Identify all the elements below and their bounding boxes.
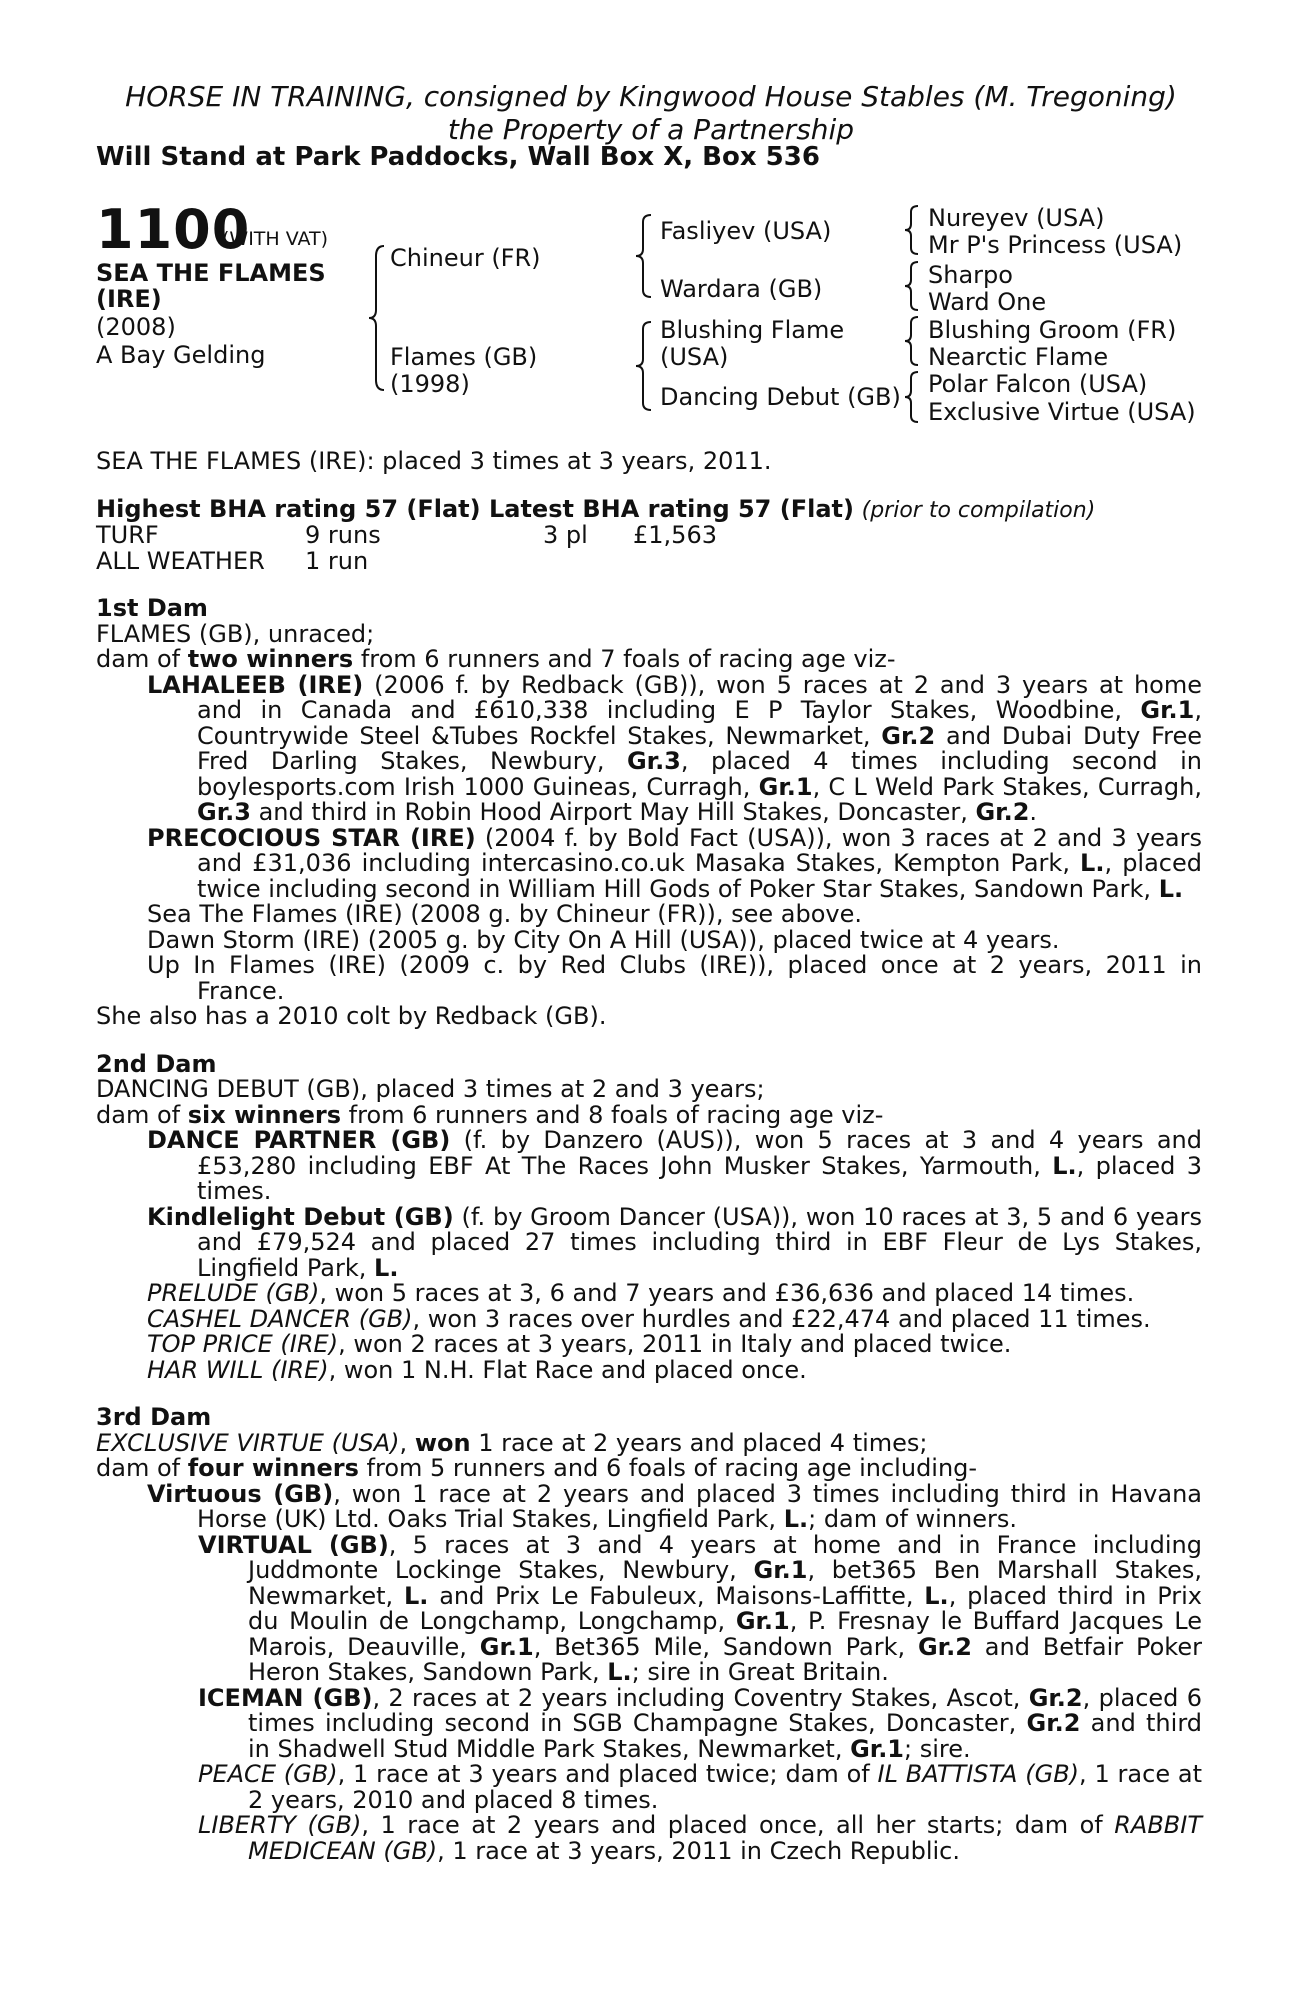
- third-dam-heading: 3rd Dam: [96, 1403, 212, 1431]
- sire-sire-sire: Nureyev (USA): [928, 204, 1105, 232]
- stabling-line: Will Stand at Park Paddocks, Wall Box X, Box 536: [96, 142, 820, 172]
- produce-entry: VIRTUAL (GB), 5 races at 3 and 4 years at home and in France including Juddmonte Lockinge Stakes, Newbury, Gr.1, bet365 Ben Marshall Stakes, Newmarket, L. and Prix Le Fabuleux, Maisons-Laffitte, L., placed third in Prix du Moulin de Longchamp, Longchamp, Gr.1, P. Fresnay le Buffard Jacques Le Marois, Deauville, Gr.1, Bet365 Mile, Sandown Park, Gr.2 and Betfair Poker Heron Stakes, Sandown Park, L.; sire in Great Britain.: [198, 1530, 1202, 1686]
- produce-entry: PRELUDE (GB), won 5 races at 3, 6 and 7 years and £36,636 and placed 14 times.: [147, 1279, 1135, 1307]
- record-placed: 3 pl: [543, 521, 588, 549]
- record-surface: ALL WEATHER: [96, 546, 265, 575]
- record-row: [96, 523, 1202, 549]
- dam-sire-country: (USA): [660, 343, 729, 371]
- pedigree-brace-main: [367, 244, 387, 392]
- produce-entry: Up In Flames (IRE) (2009 c. by Red Clubs (IRE)), placed once at 2 years, 2011 in France.: [147, 951, 1202, 1005]
- dam-dam: Dancing Debut (GB): [660, 383, 901, 411]
- dam-dam-dam: Exclusive Virtue (USA): [928, 398, 1196, 426]
- dam-sire: Blushing Flame: [660, 316, 845, 344]
- sire-dam-sire: Sharpo: [928, 261, 1013, 289]
- pedigree-brace-2: [903, 260, 921, 312]
- produce-entry: ICEMAN (GB), 2 races at 2 years including Coventry Stakes, Ascot, Gr.2, placed 6 times including second in SGB Champagne Stakes, Doncaster, Gr.2 and third in Shadwell Stud Middle Park Stakes, Newmarket, Gr.1; sire.: [198, 1683, 1202, 1763]
- record-runs: 1 run: [305, 546, 369, 575]
- produce-entry: Dawn Storm (IRE) (2005 g. by City On A Hill (USA)), placed twice at 4 years.: [147, 925, 1060, 954]
- second-dam-line: DANCING DEBUT (GB), placed 3 times at 2 and 3 years;: [96, 1075, 765, 1103]
- horse-description: A Bay Gelding: [96, 341, 266, 369]
- record-row: [96, 546, 1202, 575]
- ownership-line: the Property of a Partnership: [447, 113, 855, 146]
- horse-name: SEA THE FLAMES: [96, 259, 326, 287]
- dam-sire-sire: Blushing Groom (FR): [928, 316, 1177, 344]
- lot-number: 1100: [96, 198, 251, 261]
- produce-entry: PRECOCIOUS STAR (IRE) (2004 f. by Bold Fact (USA)), won 3 races at 2 and 3 years and £31,036 including intercasino.co.uk Masaka Stakes, Kempton Park, L., placed twice including second in William Hill Gods of Poker Star Stakes, Sandown Park, L.: [147, 823, 1202, 903]
- produce-entry: Virtuous (GB), won 1 race at 2 years and placed 3 times including third in Havana Horse (UK) Ltd. Oaks Trial Stakes, Lingfield Park, L.; dam of winners.: [147, 1479, 1202, 1533]
- rating-text: Highest BHA rating 57 (Flat) Latest BHA rating 57 (Flat): [96, 494, 854, 523]
- sire-dam: Wardara (GB): [660, 275, 823, 303]
- pedigree-brace-4: [903, 370, 921, 424]
- produce-entry: LAHALEEB (IRE) (2006 f. by Redback (GB)), won 5 races at 2 and 3 years at home and in Canada and £610,338 including E P Taylor Stakes, Woodbine, Gr.1, Countrywide Steel &Tubes Rockfel Stakes, Newmarket, Gr.2 and Dubai Duty Free Fred Darling Stakes, Newbury, Gr.3, placed 4 times including second in boylesports.com Irish 1000 Guineas, Curragh, Gr.1, C L Weld Park Stakes, Curragh, Gr.3 and third in Robin Hood Airport May Hill Stakes, Doncaster, Gr.2.: [147, 670, 1203, 826]
- consignor-line: HORSE IN TRAINING, consigned by Kingwood House Stables (M. Tregoning): [125, 80, 1177, 113]
- first-dam-produce-intro: dam of two winners from 6 runners and 7 foals of racing age viz-: [96, 645, 896, 673]
- record-prize: £1,563: [633, 521, 717, 549]
- vat-note: (WITH VAT): [222, 228, 329, 250]
- pedigree-brace-dam: [634, 320, 654, 412]
- pedigree-brace-3: [903, 315, 921, 367]
- produce-entry: LIBERTY (GB), 1 race at 2 years and placed once, all her starts; dam of RABBIT MEDICEAN (GB), 1 race at 3 years, 2011 in Czech Republic.: [198, 1811, 1202, 1865]
- produce-entry: HAR WILL (IRE), won 1 N.H. Flat Race and placed once.: [147, 1355, 807, 1384]
- second-dam-heading: 2nd Dam: [96, 1049, 217, 1078]
- horse-name-suffix: (IRE): [96, 285, 162, 313]
- first-dam-foal-note: She also has a 2010 colt by Redback (GB).: [96, 1002, 607, 1030]
- produce-entry: PEACE (GB), 1 race at 3 years and placed twice; dam of IL BATTISTA (GB), 1 race at 2 years, 2010 and placed 8 times.: [198, 1760, 1203, 1814]
- produce-entry: TOP PRICE (IRE), won 2 races at 3 years, 2011 in Italy and placed twice.: [147, 1330, 1012, 1358]
- record-runs: 9 runs: [305, 521, 381, 549]
- catalogue-body: [96, 449, 1202, 1864]
- dam-sire-dam: Nearctic Flame: [928, 343, 1109, 371]
- third-dam-produce-intro: dam of four winners from 5 runners and 6 foals of racing age including-: [96, 1454, 978, 1482]
- sire-dam-dam: Ward One: [928, 288, 1047, 316]
- produce-entry: Kindlelight Debut (GB) (f. by Groom Dancer (USA)), won 10 races at 3, 5 and 6 years and £79,524 and placed 27 times including third in EBF Fleur de Lys Stakes, Lingfield Park, L.: [147, 1202, 1202, 1282]
- rating-note: (prior to compilation): [861, 497, 1096, 523]
- race-summary: SEA THE FLAMES (IRE): placed 3 times at 3 years, 2011.: [96, 447, 772, 475]
- dam-year: (1998): [390, 370, 470, 398]
- first-dam-line: FLAMES (GB), unraced;: [96, 619, 375, 648]
- first-dam-heading: 1st Dam: [96, 594, 208, 622]
- dam-dam-sire: Polar Falcon (USA): [928, 370, 1148, 398]
- second-dam-produce-intro: dam of six winners from 6 runners and 8 foals of racing age viz-: [96, 1100, 884, 1129]
- pedigree-brace-sire: [634, 213, 654, 299]
- dam: Flames (GB): [390, 343, 538, 371]
- produce-entry: CASHEL DANCER (GB), won 3 races over hurdles and £22,474 and placed 11 times.: [147, 1304, 1151, 1333]
- pedigree-brace-1: [903, 204, 921, 256]
- foaling-year: (2008): [96, 313, 176, 341]
- record-surface: TURF: [96, 521, 159, 549]
- sire-sire-dam: Mr P's Princess (USA): [928, 231, 1183, 259]
- third-dam-line: EXCLUSIVE VIRTUE (USA), won 1 race at 2 years and placed 4 times;: [96, 1428, 928, 1457]
- sire: Chineur (FR): [390, 244, 541, 272]
- rating-line: [96, 494, 1202, 524]
- produce-entry: DANCE PARTNER (GB) (f. by Danzero (AUS)), won 5 races at 3 and 4 years and £53,280 including EBF At The Races John Musker Stakes, Yarmouth, L., placed 3 times.: [147, 1126, 1202, 1205]
- sire-sire: Fasliyev (USA): [660, 217, 832, 245]
- produce-entry: Sea The Flames (IRE) (2008 g. by Chineur (FR)), see above.: [147, 900, 862, 928]
